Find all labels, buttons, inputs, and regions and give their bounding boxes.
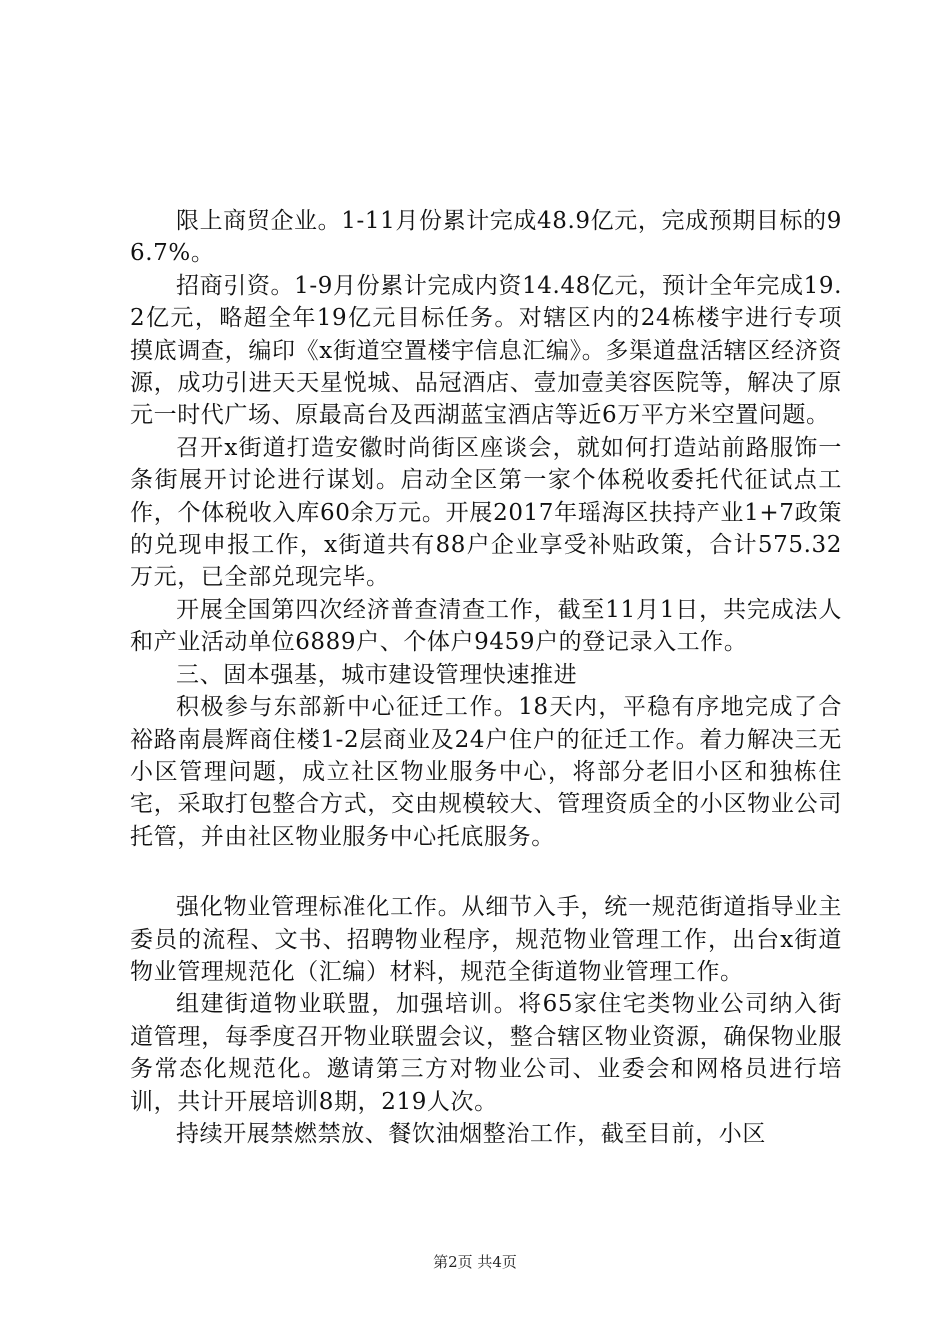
paragraph-investment: 招商引资。1-9月份累计完成内资14.48亿元，预计全年完成19.2亿元，略超全年19亿元目标任务。对辖区内的24栋楼宇进行专项摸底调查，编印《x街道空置楼宇信息汇编》。多渠道盘活辖区经济资源，成功引进天天星悦城、品冠酒店、壹加壹美容医院等，解决了原元一时代广场、原最高台及西湖蓝宝酒店等近6万平方米空置问题。 (130, 272, 842, 429)
page-footer: 第2页 共4页 (433, 1253, 517, 1271)
paragraph-economic-census: 开展全国第四次经济普查清查工作，截至11月1日，共完成法人和产业活动单位6889户、个体户9459户的登记录入工作。 (130, 596, 842, 656)
paragraph-property-alliance: 组建街道物业联盟，加强培训。将65家住宅类物业公司纳入街道管理，每季度召开物业联盟会议，整合辖区物业资源，确保物业服务常态化规范化。邀请第三方对物业公司、业委会和网格员进行培训，共计开展培训8期，219人次。 (130, 991, 842, 1115)
paragraph-gap (130, 853, 842, 891)
paragraph-fashion-street: 召开x街道打造安徽时尚街区座谈会，就如何打造站前路服饰一条街展开讨论进行谋划。启动全区第一家个体税收委托代征试点工作，个体税收入库60余万元。开展2017年瑶海区扶持产业1+7政策的兑现申报工作，x街道共有88户企业享受补贴政策，合计575.32万元，已全部兑现完毕。 (130, 434, 842, 591)
paragraph-fireworks-ban: 持续开展禁燃禁放、餐饮油烟整治工作，截至目前，小区 (176, 1120, 766, 1147)
paragraph-relocation: 积极参与东部新中心征迁工作。18天内，平稳有序地完成了合裕路南晨辉商住楼1-2层商业及24户住户的征迁工作。着力解决三无小区管理问题，成立社区物业服务中心，将部分老旧小区和独栋住宅，采取打包整合方式，交由规模较大、管理资质全的小区物业公司托管，并由社区物业服务中心托底服务。 (130, 694, 842, 850)
paragraph-property-standard: 强化物业管理标准化工作。从细节入手，统一规范街道指导业主委员的流程、文书、招聘物业程序，规范物业管理工作，出台x街道物业管理规范化（汇编）材料，规范全街道物业管理工作。 (130, 894, 842, 985)
paragraph-retail: 限上商贸企业。1-11月份累计完成48.9亿元，完成预期目标的96.7%。 (130, 208, 842, 267)
section-heading-three: 三、固本强基，城市建设管理快速推进 (176, 661, 578, 688)
document-body (130, 205, 842, 1150)
